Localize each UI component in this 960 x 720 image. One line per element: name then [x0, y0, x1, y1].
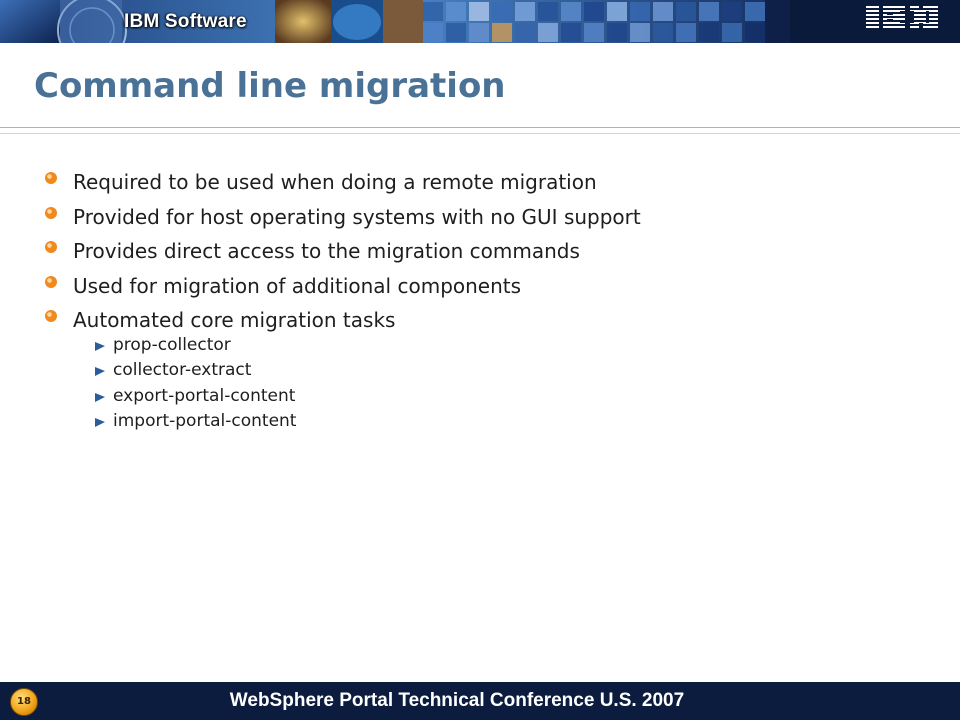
- orange-bullet-icon: [44, 171, 58, 185]
- bullet-text: Provided for host operating systems with no GUI support: [73, 204, 641, 229]
- header-banner: [0, 0, 960, 43]
- page-number-badge: 18: [10, 688, 38, 716]
- bullet-list: [42, 168, 922, 436]
- bullet-text: Used for migration of additional components: [73, 273, 522, 298]
- bullet-item: [42, 272, 922, 307]
- ibm-logo: [866, 2, 938, 34]
- bullet-text: Automated core migration tasks: [73, 308, 396, 332]
- bullet-item: [42, 168, 922, 203]
- sub-bullet-item: [42, 410, 922, 436]
- orange-bullet-icon: [44, 206, 58, 220]
- conference-title: WebSphere Portal Technical Conference U.S. 2007: [229, 690, 685, 711]
- sub-bullet-text: prop-collector: [113, 334, 231, 355]
- brand-label: IBM Software: [124, 11, 247, 32]
- triangle-bullet-icon: [94, 340, 106, 352]
- sub-bullet-item: [42, 334, 922, 360]
- bullet-text: Provides direct access to the migration commands: [73, 239, 580, 263]
- slide-title: Command line migration: [34, 66, 506, 106]
- bullet-item: [42, 203, 922, 238]
- triangle-bullet-icon: [94, 391, 106, 403]
- title-divider-secondary: [0, 133, 960, 134]
- bullet-text: Required to be used when doing a remote migration: [73, 170, 597, 194]
- sub-bullet-list: [42, 334, 922, 436]
- title-divider: [0, 127, 960, 128]
- triangle-bullet-icon: [94, 365, 106, 377]
- header-collage-image: [0, 0, 790, 43]
- orange-bullet-icon: [44, 309, 58, 323]
- sub-bullet-item: [42, 385, 922, 411]
- bullet-item: [42, 237, 922, 272]
- orange-bullet-icon: [44, 275, 58, 289]
- sub-bullet-item: [42, 359, 922, 385]
- triangle-bullet-icon: [94, 416, 106, 428]
- sub-bullet-text: collector-extract: [113, 360, 252, 380]
- sub-bullet-text: import-portal-content: [113, 411, 297, 431]
- sub-bullet-text: export-portal-content: [113, 385, 296, 406]
- footer-bar: [0, 682, 960, 720]
- orange-bullet-icon: [44, 240, 58, 254]
